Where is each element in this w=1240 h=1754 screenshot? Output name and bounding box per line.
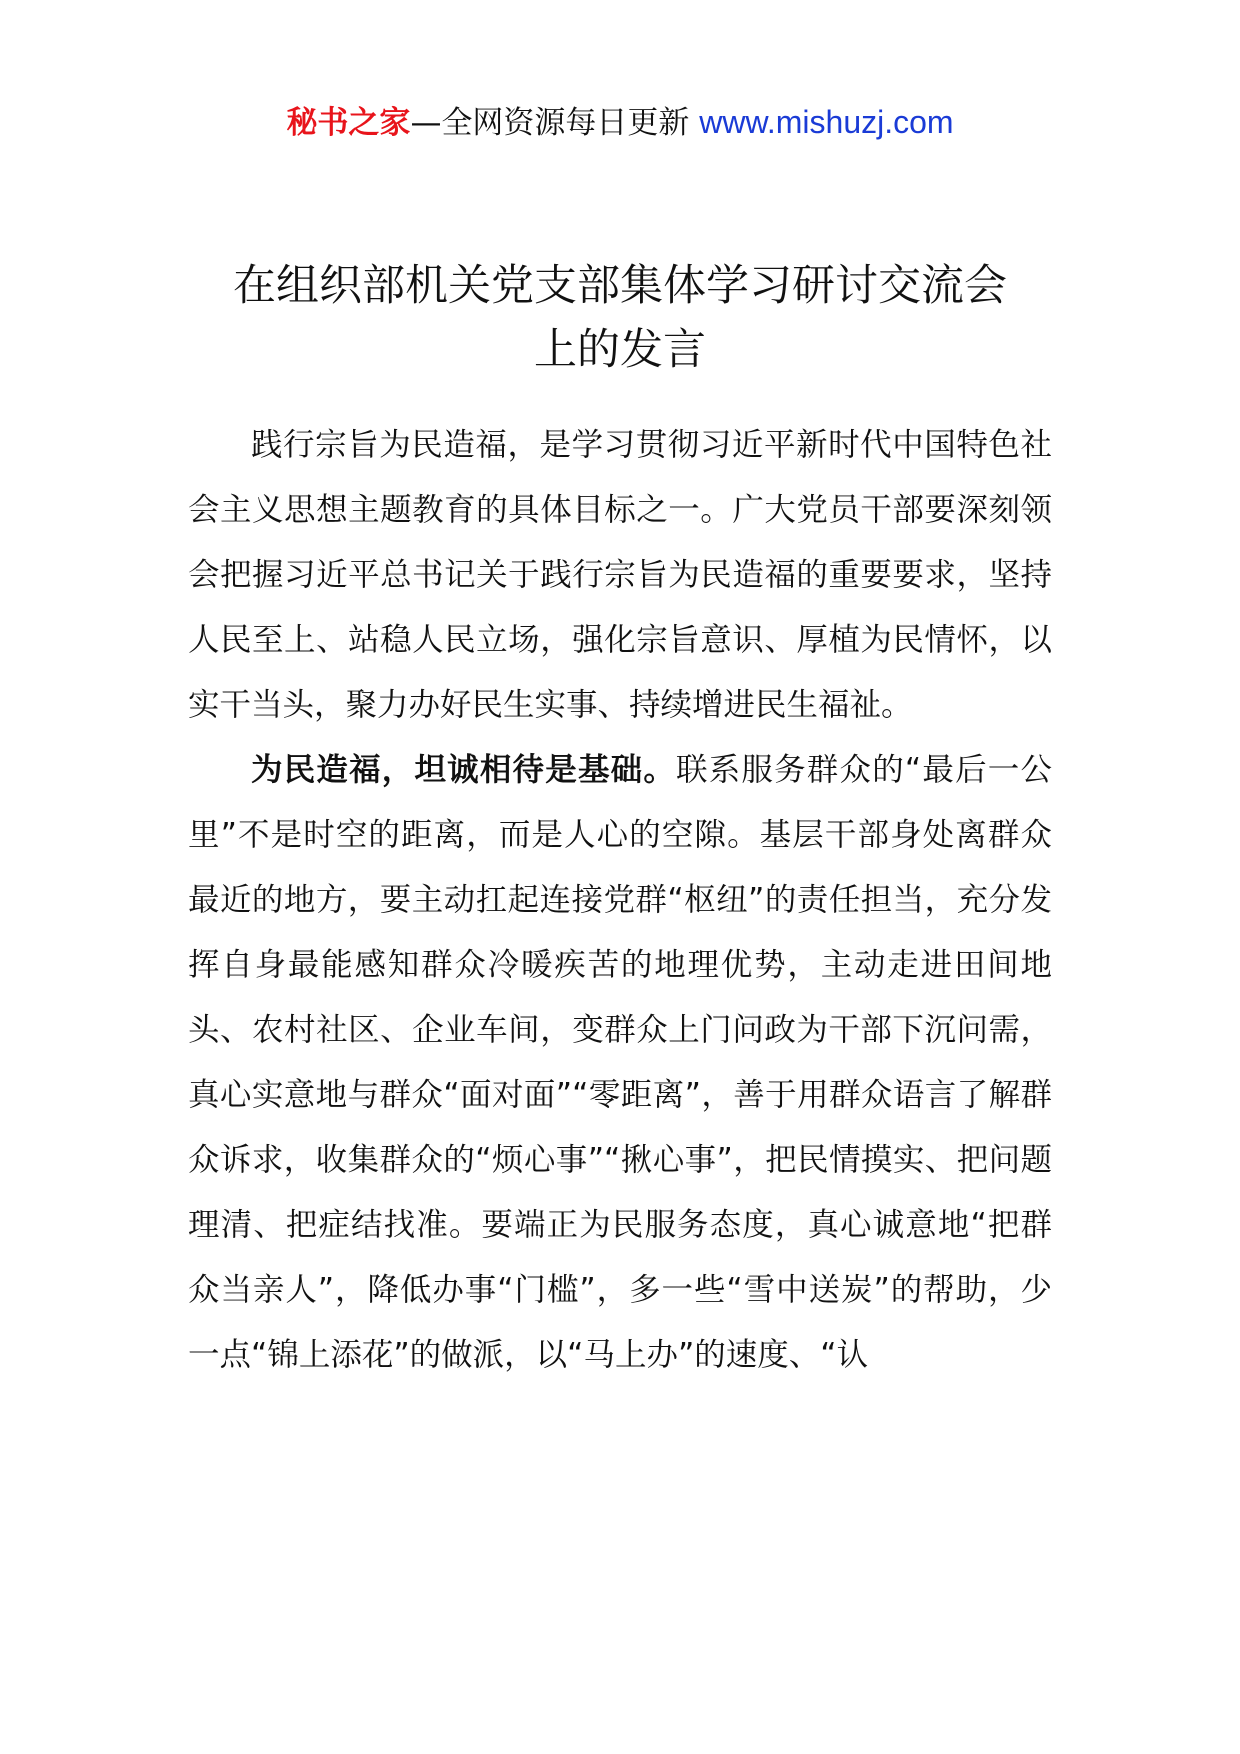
paragraph-1: 践行宗旨为民造福，是学习贯彻习近平新时代中国特色社会主义思想主题教育的具体目标之一。广大党员干部要深刻领会把握习近平总书记关于践行宗旨为民造福的重要要求，坚持人民至上、站稳人民立场，强化宗旨意识、厚植为民情怀，以实干当头，聚力办好民生实事、持续增进民生福祉。	[188, 427, 1052, 723]
site-tagline: —全网资源每日更新	[410, 105, 700, 141]
site-url-link[interactable]: www.mishuzj.com	[699, 104, 954, 140]
paragraph-2	[188, 738, 1052, 1388]
site-header	[0, 100, 1240, 145]
paragraph-2-lead: 为民造福，坦诚相待是基础。	[251, 752, 677, 788]
site-brand: 秘书之家	[286, 105, 411, 141]
document-title	[150, 254, 1090, 382]
paragraph-2-body: 联系服务群众的“最后一公里”不是时空的距离，而是人心的空隙。基层干部身处离群众最近的地方，要主动扛起连接党群“枢纽”的责任担当，充分发挥自身最能感知群众冷暖疾苦的地理优势，主动走进田间地头、农村社区、企业车间，变群众上门问政为干部下沉问需，真心实意地与群众“面对面”“零距离”，善于用群众语言了解群众诉求，收集群众的“烦心事”“揪心事”，把民情摸实、把问题理清、把症结找准。要端正为民服务态度，真心诚意地“把群众当亲人”，降低办事“门槛”，多一些“雪中送炭”的帮助，少一点“锦上添花”的做派，以“马上办”的速度、“认	[188, 752, 1052, 1373]
title-line-2: 上的发言	[534, 325, 706, 375]
title-line-1: 在组织部机关党支部集体学习研讨交流会	[233, 261, 1007, 311]
document-body	[188, 413, 1052, 1388]
